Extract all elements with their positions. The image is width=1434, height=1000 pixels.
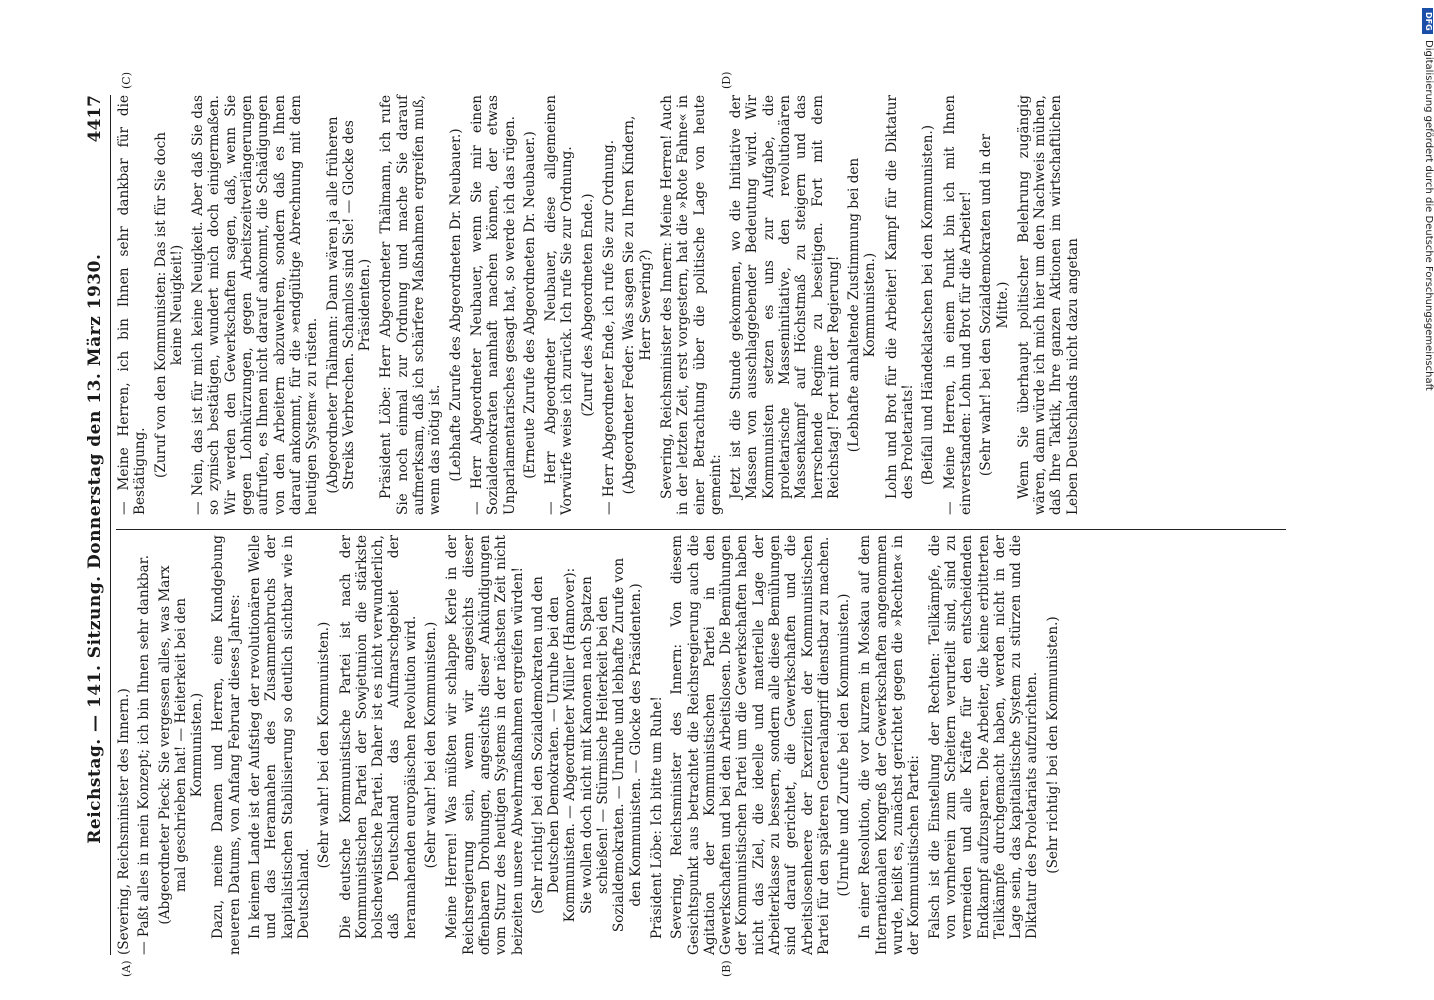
column-divider — [116, 529, 1286, 530]
interjection: (Zuruf von den Kommunisten: Das ist für Sie doch keine Neuigkeit!) — [152, 132, 185, 478]
interjection: (Sehr wahr! bei den Sozialdemokraten und in der Mitte.) — [978, 133, 1011, 477]
speaker-paragraph: Präsident Löbe: Ich bitte um Ruhe! — [648, 696, 665, 939]
page-number: 4417 — [85, 95, 105, 143]
dfg-logo: DFG — [1422, 8, 1433, 34]
interjection: (Sehr richtig! bei den Kommunisten.) — [1044, 616, 1061, 874]
paragraph: Wenn Sie überhaupt politischer Belehrung zugängig wären, dann würde ich mich hier um den Nachweis mühen, daß Ihre Taktik, Ihre ganzen Aktionen im wirtschaftlichen Leben Deutschlands nicht dazu angetan — [1015, 95, 1081, 515]
interjection: (Sehr richtig! bei den Sozialdemokraten und den Deutschen Demokraten. — Unruhe bei den Kommunisten. — Abgeordneter Müller (Hannover): Sie wollen doch nicht mit Kanonen nach Spatzen schießen! — Stürmische Heiterkeit bei den Sozialdemokraten. — Unruhe und lebhafte Zurufe von den Kommunisten. — Glocke des Präsidenten.) — [529, 557, 644, 933]
paragraph: — Meine Herren, ich bin Ihnen sehr dankbar für die Bestätigung. — [116, 95, 149, 515]
digitization-credit — [1420, 10, 1434, 1000]
paragraph: — Herr Abgeordneter Ende, ich rufe Sie zur Ordnung. — [601, 139, 618, 515]
paragraph: Severing, Reichsminister des Innern: Von diesem Gesichtspunkt aus betrachtet die Reichsregierung auch die Agitation der Kommunistischen Partei in den Gewerkschaften und bei den Arbeitslosen. Die Bemühungen der Kommunistischen Partei um die Gewerkschaften haben nicht das Ziel, die ideelle und materielle Lage der Arbeiterklasse zu bessern, sondern alle diese Bemühungen sind darauf gerichtet, die Gewerkschaften und die Arbeitslosenheere der Exerzitien der Kommunistischen Partei für den späteren Generalangriff dienstbar zu machen. — [669, 535, 832, 955]
page-header — [80, 95, 111, 955]
interjection: (Unruhe und Zurufe bei den Kommunisten.) — [836, 593, 853, 897]
paragraph: Dazu, meine Damen und Herren, eine Kundgebung neueren Datums, von Anfang Februar dieses Jahres: — [210, 535, 243, 955]
paragraph: Meine Herren! Was müßten wir schlappe Kerle in der Reichsregierung sein, wenn wir angesichts dieser offenbaren Drohungen, angesichts dieser Ankündigungen vom Sturz des heutigen Systems in der nächsten Zeit nicht beizeiten unsere Abwehrmaßnahmen ergreifen würden! — [444, 535, 526, 955]
paragraph: — Herr Abgeordneter Neubauer, wenn Sie mir einen Sozialdemokraten namhaft machen können, der etwas Unparlamentarisches gesagt hat, so werde ich das rügen. — [468, 95, 518, 515]
header-title: Reichstag. — 141. Sitzung. Donnerstag den 13. März 1930. — [85, 253, 105, 844]
paragraph: Severing, Reichsminister des Innern: Meine Herren! Auch in der letzten Zeit, erst vorgestern, hat die »Rote Fahne« in einer Betrachtung über die politische Lage von heute gemeint: — [658, 95, 724, 515]
interjection: (Beifall und Händeklatschen bei den Kommunisten.) — [920, 124, 937, 486]
interjection: (Zuruf des Abgeordneten Ende.) — [579, 193, 596, 417]
quotation: Jetzt ist die Stunde gekommen, wo die Initiative der Massen von ausschlaggebender Bedeutung wird. Wir Kommunisten setzen es uns zur Aufgabe, die proletarische Masseninitiative, den revolutionären Massenkampf auf Höchstmaß zu steigern und das herrschende Regime zu beseitigen. Fort mit dem Reichstag! Fort mit der Regierung! — [728, 95, 842, 499]
interjection: (Abgeordneter Thälmann: Dann wären ja alle früheren Streiks Verbrechen. Schamlos sind Sie! — Glocke des Präsidenten.) — [324, 116, 374, 494]
left-column — [116, 535, 1066, 955]
margin-marker-a: (A) — [120, 960, 133, 977]
paragraph: In einer Resolution, die vor kurzem in Moskau auf dem Internationalen Kongreß der Gewerkschaften angenommen wurde, heißt es, zunächst gerichtet gegen die »Rechten« in der Kommunistischen Partei: — [857, 535, 923, 955]
speaker-paragraph: Präsident Löbe: Herr Abgeordneter Thälmann, ich rufe Sie noch einmal zur Ordnung und mache Sie darauf aufmerksam, daß ich schärfere Maßnahmen ergreifen muß, wenn das nötig ist. — [378, 95, 444, 515]
credit-text: Digitalisierung gefördert durch die Deutsche Forschungsgemeinschaft — [1423, 40, 1434, 391]
interjection: (Sehr wahr! bei den Kommunisten.) — [316, 621, 333, 869]
interjection: (Sehr wahr! bei den Kommunisten.) — [423, 621, 440, 869]
quotation: Lohn und Brot für die Arbeiter! Kampf für die Diktatur des Proletariats! — [883, 95, 917, 499]
interjection: (Abgeordneter Feder: Was sagen Sie zu Ihren Kindern, Herr Severing?) — [621, 115, 654, 495]
quotation: Die deutsche Kommunistische Partei ist nach der Kommunistischen Partei der Sowjetunion die stärkste bolschewistische Partei. Daher ist es nicht verwunderlich, daß Deutschland das Aufmarschgebiet der herannahenden europäischen Revolution wird. — [337, 535, 419, 939]
paragraph: — Paßt alles in mein Konzept; ich bin Ihnen sehr dankbar. — [136, 554, 153, 955]
margin-marker-d: (D) — [720, 71, 733, 89]
interjection: (Lebhafte anhaltende Zustimmung bei den Kommunisten.) — [846, 157, 879, 453]
interjection: (Lebhafte Zurufe des Abgeordneten Dr. Neubauer.) — [447, 128, 464, 482]
paragraph: — Herr Abgeordneter Neubauer, diese allgemeinen Vorwürfe weise ich zurück. Ich rufe Sie zur Ordnung. — [543, 95, 576, 515]
margin-marker-b: (B) — [720, 960, 733, 977]
paragraph: (Severing, Reichsminister des Innern.) — [116, 688, 132, 955]
quotation: In keinem Lande ist der Aufstieg der revolutionären Welle und das Herannahen des Zusammenbruchs der kapitalistischen Stabilisierung so deutlich sichtbar wie in Deutschland. — [247, 535, 312, 939]
paragraph: — Nein, das ist für mich keine Neuigkeit. Aber daß Sie das so zynisch bestätigen, wundert mich doch einigermaßen. Wir werden den Gewerkschaften sagen, daß, wenn Sie gegen Lohnkürzungen, gegen Arbeitszeitverlängerungen aufrufen, es Ihnen nicht darauf ankommt, die Schädigungen von den Arbeitern abzuwehren, sondern daß es Ihnen darauf ankommt, für die »endgültige Abrechnung mit dem heutigen System« zu rüsten. — [190, 95, 321, 515]
interjection: (Abgeordneter Pieck: Sie vergessen alles, was Marx mal geschrieben hat! — Heiterkeit bei den Kommunisten.) — [156, 565, 206, 925]
margin-marker-c: (C) — [120, 72, 133, 89]
rotated-page — [80, 71, 1300, 977]
right-column — [116, 95, 1085, 515]
interjection: (Erneute Zurufe des Abgeordneten Dr. Neubauer.) — [521, 131, 538, 479]
quotation: Falsch ist die Einstellung der Rechten: Teilkämpfe, die von vornherein zum Scheitern verurteilt sind, sind zu vermeiden und alle Kräfte für den entscheidenden Endkampf aufzusparen. Die Arbeiter, die keine erbitterten Teilkämpfe durchgemacht haben, werden nicht in der Lage sein, das kapitalistische System zu stürzen und die Diktatur des Proletariats aufzurichten. — [926, 535, 1041, 939]
paragraph: — Meine Herren, in einem Punkt bin ich mit Ihnen einverstanden: Lohn und Brot für die Arbeiter! — [941, 95, 974, 515]
